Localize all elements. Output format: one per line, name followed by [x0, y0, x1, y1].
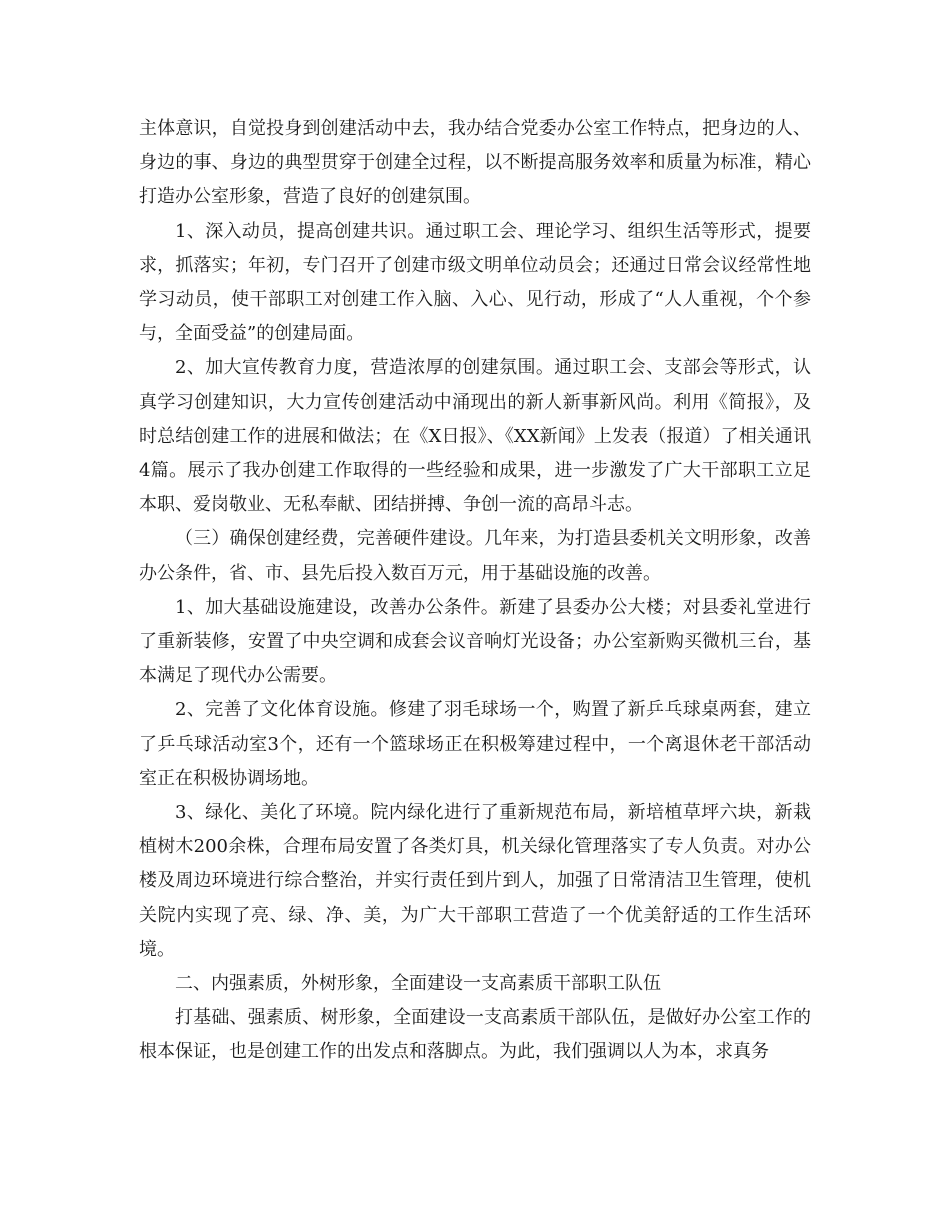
paragraph-2: 1、深入动员，提高创建共识。通过职工会、理论学习、组织生活等形式，提要求，抓落实；年初，专门召开了创建市级文明单位动员会；还通过日常会议经常性地学习动员，使干部职工对创建工作入脑、入心、见行动，形成了“人人重视，个个参与，全面受益”的创建局面。	[139, 220, 811, 345]
paragraph-7: 3、绿化、美化了环境。院内绿化进行了重新规范布局，新培植草坪六块，新栽植树木200余株，合理布局安置了各类灯具，机关绿化管理落实了专人负责。对办公楼及周边环境进行综合整治，并实行责任到片到人，加强了日常清洁卫生管理，使机关院内实现了亮、绿、净、美，为广大干部职工营造了一个优美舒适的工作生活环境。	[139, 802, 811, 960]
paragraph-3: 2、加大宣传教育力度，营造浓厚的创建氛围。通过职工会、支部会等形式，认真学习创建知识，大力宣传创建活动中涌现出的新人新事新风尚。利用《简报》，及时总结创建工作的进展和做法；在《X日报》、《XX新闻》上发表（报道）了相关通讯4篇。展示了我办创建工作取得的一些经验和成果，进一步激发了广大干部职工立足本职、爱岗敬业、无私奉献、团结拼搏、争创一流的高昂斗志。	[139, 357, 811, 516]
section-heading: 二、内强素质，外树形象，全面建设一支高素质干部职工队伍	[175, 973, 661, 995]
paragraph-5: 1、加大基础设施建设，改善办公条件。新建了县委办公大楼；对县委礼堂进行了重新装修，安置了中央空调和成套会议音响灯光设备；办公室新购买微机三台，基本满足了现代办公需要。	[139, 596, 811, 687]
paragraph-9: 打基础、强素质、树形象，全面建设一支高素质干部队伍，是做好办公室工作的根本保证，也是创建工作的出发点和落脚点。为此，我们强调以人为本，求真务	[139, 1007, 811, 1063]
document-body	[139, 112, 811, 1070]
paragraph-1: 主体意识，自觉投身到创建活动中去，我办结合党委办公室工作特点，把身边的人、身边的事、身边的典型贯穿于创建全过程，以不断提高服务效率和质量为标准，精心打造办公室形象，营造了良好的创建氛围。	[139, 118, 811, 208]
paragraph-6: 2、完善了文化体育设施。修建了羽毛球场一个，购置了新乒乓球桌两套，建立了乒乓球活动室3个，还有一个篮球场正在积极筹建过程中，一个离退休老干部活动室正在积极协调场地。	[139, 699, 811, 789]
paragraph-4: （三）确保创建经费，完善硬件建设。几年来，为打造县委机关文明形象，改善办公条件，省、市、县先后投入数百万元，用于基础设施的改善。	[139, 528, 811, 584]
